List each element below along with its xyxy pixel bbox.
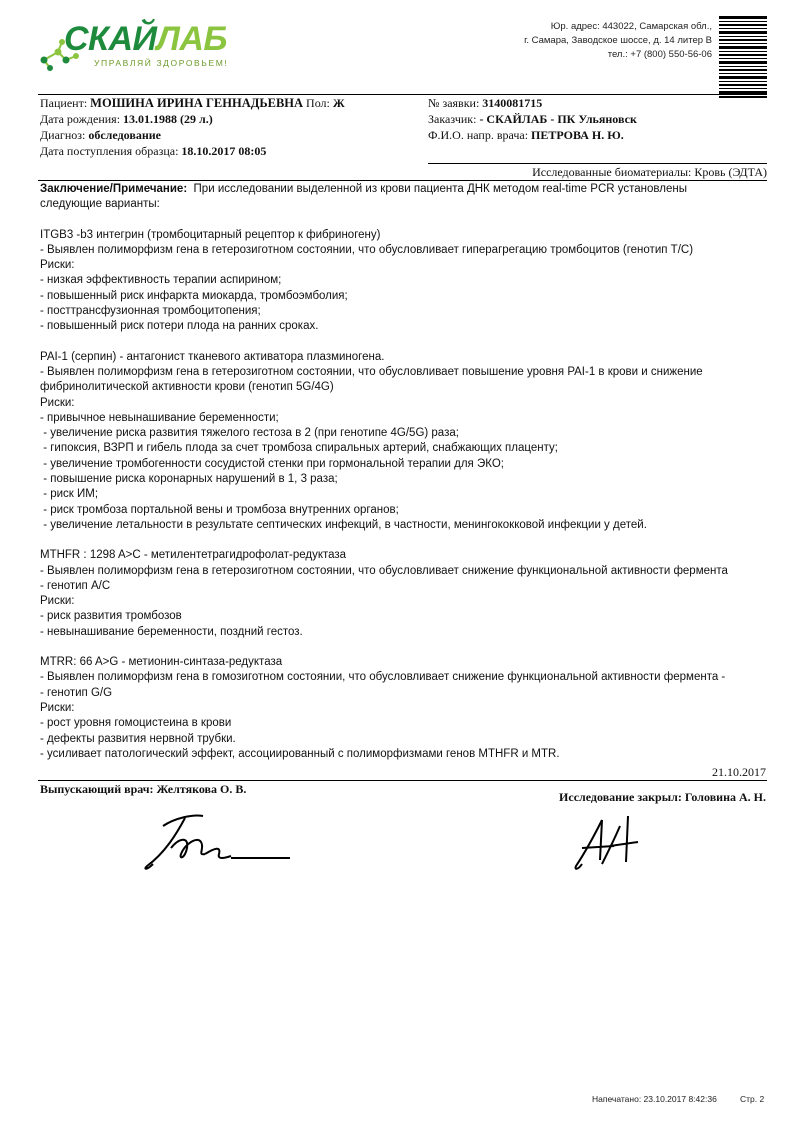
- finding-line: - генотип A/C: [40, 579, 111, 592]
- patient-sex: Ж: [332, 96, 345, 110]
- finding-line: Риски:: [40, 396, 75, 409]
- finding-section: [40, 350, 775, 534]
- closed-by: Исследование закрыл: Головина А. Н.: [559, 790, 766, 804]
- finding-line: - генотип G/G: [40, 686, 113, 699]
- conclusion-label: Заключение/Примечание:: [40, 183, 188, 195]
- order-doctor-label: Ф.И.О. напр. врача:: [428, 128, 529, 142]
- finding-title: MTRR: 66 A>G - метионин-синтаза-редуктаза: [40, 656, 283, 669]
- finding-line: - риск ИМ;: [40, 488, 99, 501]
- finding-line: - рост уровня гомоцистеина в крови: [40, 717, 232, 730]
- patient-name: МОШИНА ИРИНА ГЕННАДЬЕВНА: [90, 96, 304, 110]
- finding-line: - Выявлен полиморфизм гена в гетерозиготном состоянии, что обусловливает повышение уровня PAI-1 в крови и снижение: [40, 365, 703, 378]
- finding-line: - привычное невынашивание беременности;: [40, 411, 279, 424]
- finding-line: фибринолитической активности крови (генотип 5G/4G): [40, 381, 334, 394]
- finding-line: - низкая эффективность терапии аспирином;: [40, 274, 282, 287]
- order-number: 3140081715: [482, 96, 543, 110]
- finding-line: - увеличение риска развития тяжелого гестоза в 2 (при генотипе 4G/5G) раза;: [40, 427, 459, 440]
- finding-line: - увеличение тромбогенности сосудистой стенки при гормональной терапии для ЭКО;: [40, 457, 504, 470]
- sample-received-label: Дата поступления образца:: [40, 144, 179, 158]
- address-line-3: тел.: +7 (800) 550-56-06: [607, 49, 712, 60]
- finding-line: - Выявлен полиморфизм гена в гомозиготном состоянии, что обусловливает снижение функциональной активности фермента -: [40, 671, 726, 684]
- finding-line: - гипоксия, ВЗРП и гибель плода за счет тромбоза спиральных артерий, снабжающих плаценту;: [40, 442, 558, 455]
- finding-section: [40, 548, 775, 640]
- body-divider: [38, 180, 767, 181]
- patient-name-label: Пациент:: [40, 96, 88, 110]
- finding-line: - усиливает патологический эффект, ассоциированный с полиморфизмами генов MTHFR и MTR.: [40, 747, 560, 760]
- order-doctor-row: [428, 127, 768, 143]
- finding-line: - повышение риска коронарных нарушений в 1, 3 раза;: [40, 473, 338, 486]
- biomaterial-text: Исследованные биоматериалы: Кровь (ЭДТА): [532, 165, 767, 179]
- patient-info: [40, 95, 420, 159]
- finding-line: - риск тромбоза портальной вены и тромбоза внутренних органов;: [40, 503, 399, 516]
- finding-line: - дефекты развития нервной трубки.: [40, 732, 236, 745]
- order-number-label: № заявки:: [428, 96, 480, 110]
- findings-sections: [40, 228, 775, 763]
- finding-line: - Выявлен полиморфизм гена в гетерозиготном состоянии, что обусловливает снижение функциональной активности фермента: [40, 564, 728, 577]
- finding-line: - невынашивание беременности, поздний гестоз.: [40, 625, 303, 638]
- page-number: Стр. 2: [740, 1094, 765, 1104]
- finding-line: Риски:: [40, 259, 75, 272]
- patient-diagnosis-label: Диагноз:: [40, 128, 86, 142]
- order-info: [428, 95, 768, 143]
- barcode: [719, 16, 767, 98]
- finding-title: PAI-1 (серпин) - антагонист тканевого активатора плазминогена.: [40, 350, 385, 363]
- order-customer-label: Заказчик:: [428, 112, 477, 126]
- patient-dob: 13.01.1988 (29 л.): [123, 112, 213, 126]
- logo-text-lab: ЛАБ: [156, 20, 227, 58]
- patient-dob-label: Дата рождения:: [40, 112, 121, 126]
- signature-releasing-doctor: [135, 808, 305, 878]
- sample-received-row: [40, 143, 420, 159]
- finding-line: - повышенный риск инфаркта миокарда, тромбоэмболия;: [40, 289, 348, 302]
- finding-line: - Выявлен полиморфизм гена в гетерозиготном состоянии, что обусловливает гиперагрегацию тромбоцитов (генотип T/C): [40, 243, 694, 256]
- patient-dob-row: [40, 111, 420, 127]
- patient-name-row: [40, 95, 420, 111]
- patient-sex-label: Пол:: [306, 96, 330, 110]
- releasing-doctor: Выпускающий врач: Желтякова О. В.: [40, 782, 247, 796]
- sample-received: 18.10.2017 08:05: [181, 144, 267, 158]
- finding-line: - посттрансфузионная тромбоцитопения;: [40, 305, 261, 318]
- report-date: 21.10.2017: [712, 765, 766, 779]
- patient-diagnosis-row: [40, 127, 420, 143]
- address-line-1: Юр. адрес: 443022, Самарская обл.,: [550, 21, 712, 32]
- finding-title: ITGB3 -b3 интегрин (тромбоцитарный рецептор к фибриногену): [40, 228, 381, 241]
- finding-section: [40, 655, 775, 762]
- finding-line: - риск развития тромбозов: [40, 610, 182, 623]
- order-customer-row: [428, 111, 768, 127]
- patient-diagnosis: обследование: [88, 128, 161, 142]
- conclusion-intro: [40, 182, 775, 197]
- conclusion-intro-text: При исследовании выделенной из крови пациента ДНК методом real-time PCR установлены: [187, 183, 687, 195]
- finding-line: - увеличение летальности в результате септических инфекций, в частности, менингококковой инфекции у детей.: [40, 518, 647, 531]
- conclusion-body: [40, 182, 775, 762]
- finding-line: Риски:: [40, 701, 75, 714]
- logo-tagline: УПРАВЛЯЙ ЗДОРОВЬЕМ!: [94, 58, 229, 68]
- company-address: [452, 20, 712, 62]
- conclusion-intro-2: следующие варианты:: [40, 198, 160, 211]
- order-customer: - СКАЙЛАБ - ПК Ульяновск: [479, 112, 637, 126]
- finding-line: - повышенный риск потери плода на ранних сроках.: [40, 320, 319, 333]
- address-line-2: г. Самара, Заводское шоссе, д. 14 литер В: [524, 35, 712, 46]
- finding-line: Риски:: [40, 595, 75, 608]
- printed-timestamp: Напечатано: 23.10.2017 8:42:36: [592, 1094, 717, 1104]
- finding-section: [40, 228, 775, 335]
- logo-text-sky: СКАЙ: [64, 20, 157, 58]
- order-doctor: ПЕТРОВА Н. Ю.: [531, 128, 624, 142]
- signature-closed-by: [568, 812, 648, 882]
- finding-title: MTHFR : 1298 A>C - метилентетрагидрофолат-редуктаза: [40, 549, 347, 562]
- logo: [36, 22, 246, 72]
- order-number-row: [428, 95, 768, 111]
